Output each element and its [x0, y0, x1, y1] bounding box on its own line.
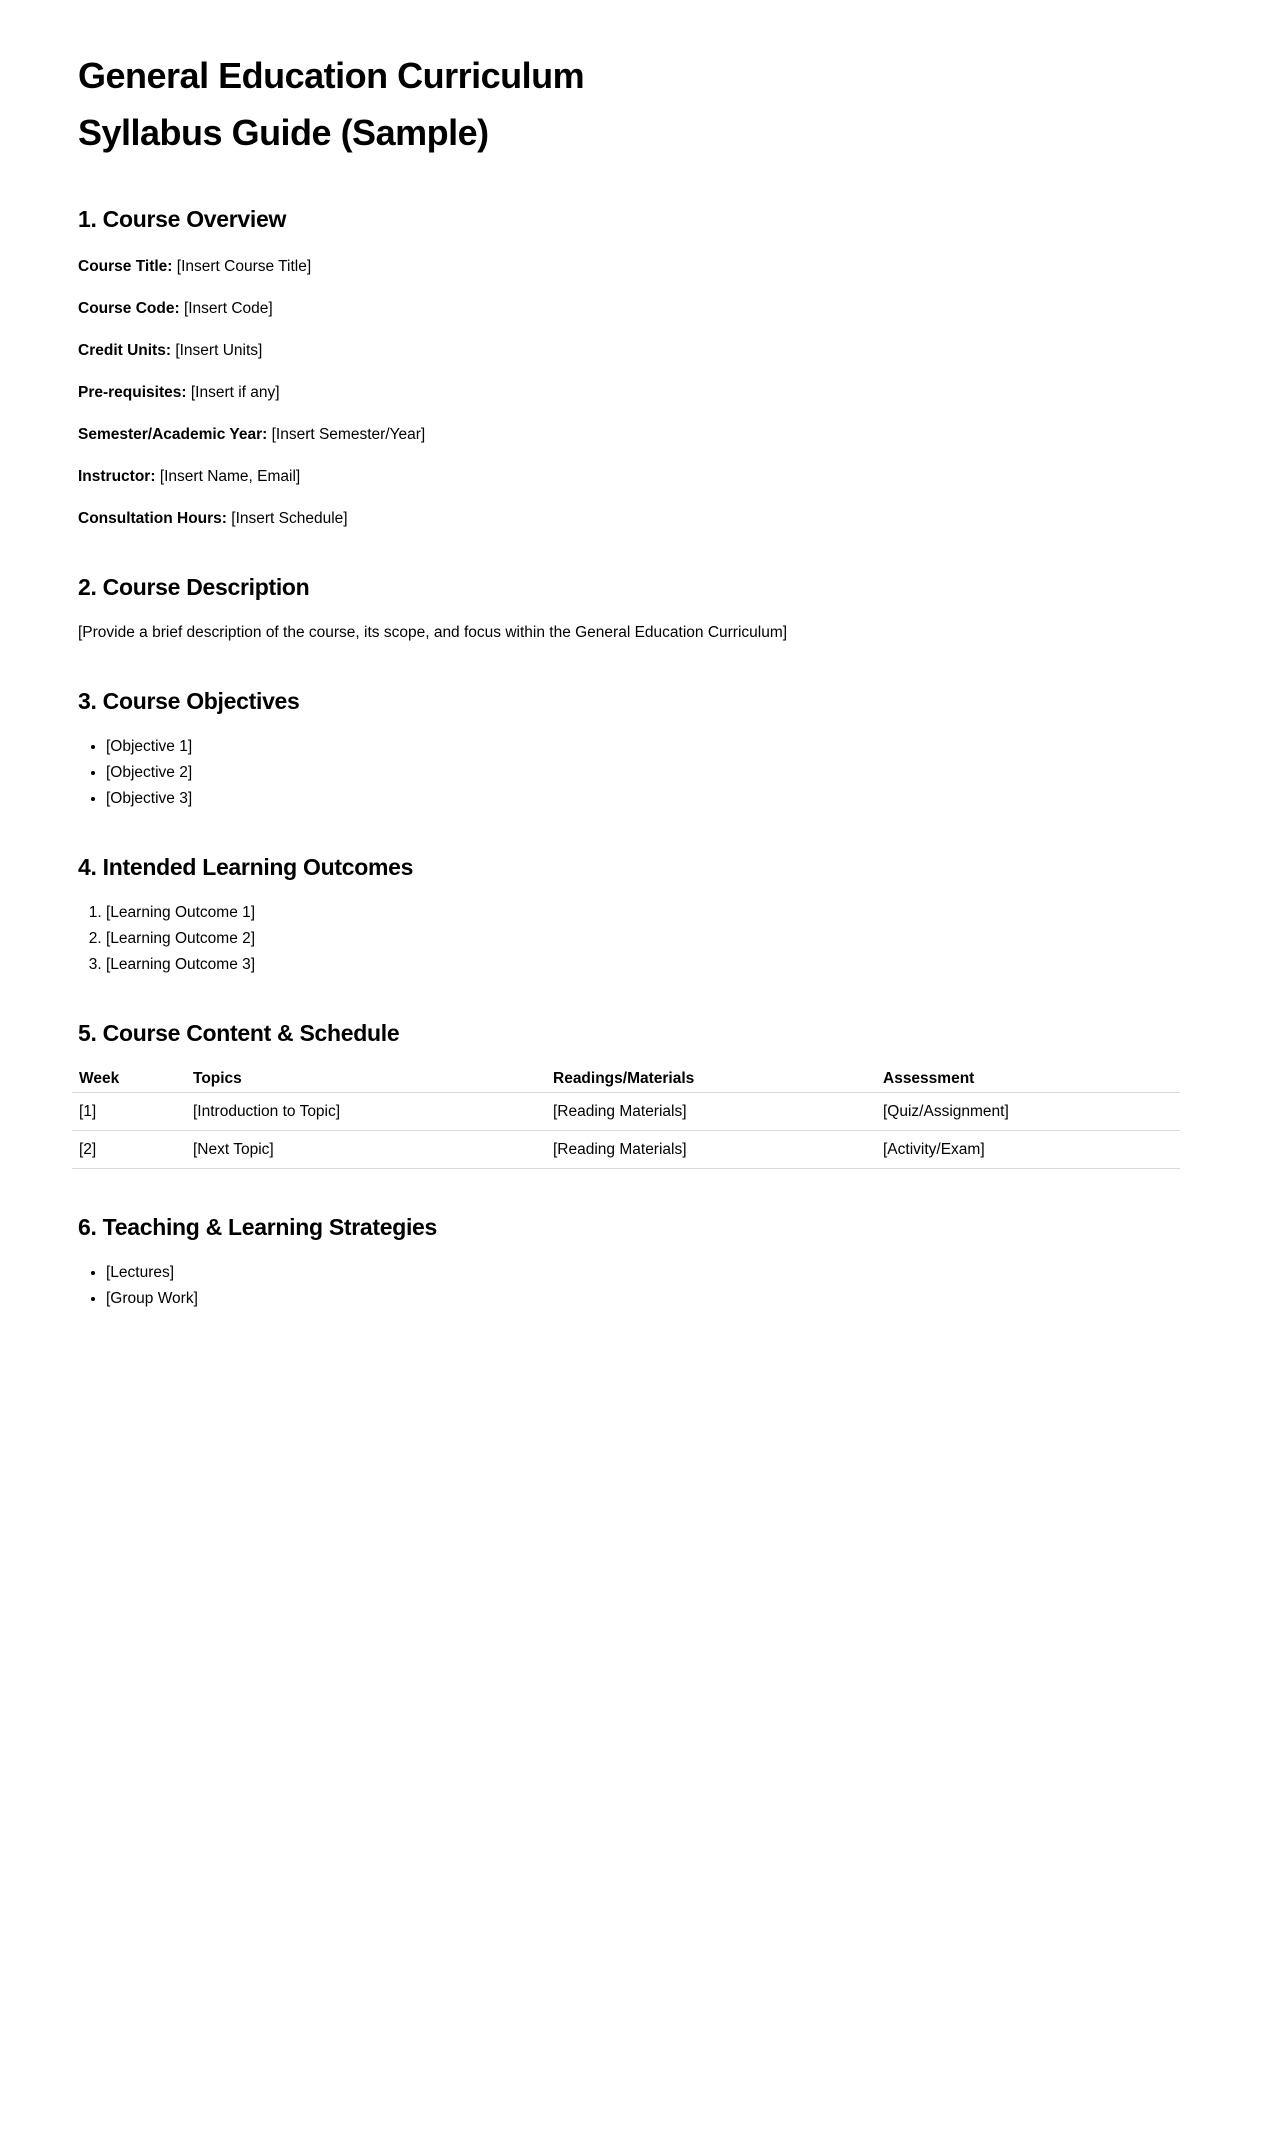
column-header-topics: Topics: [186, 1068, 546, 1093]
course-objectives-heading: 3. Course Objectives: [78, 688, 300, 714]
field-label: Course Code:: [78, 300, 180, 317]
field-row-course-title: [78, 256, 1185, 277]
document-title-line-1: General Education Curriculum: [78, 55, 585, 96]
section-course-objectives: [78, 685, 1185, 809]
field-value: [Insert Schedule]: [231, 510, 348, 527]
field-row-semester-year: [78, 424, 1185, 445]
field-label: Semester/Academic Year:: [78, 426, 268, 443]
outcome-item: 2. [Learning Outcome 2]: [106, 928, 1185, 949]
section-teaching-strategies: [78, 1211, 1185, 1309]
field-value: [Insert Name, Email]: [159, 468, 301, 485]
schedule-table: [72, 1068, 1180, 1169]
strategy-item: • [Group Work]: [106, 1288, 1185, 1309]
document-title-line-2: Syllabus Guide (Sample): [78, 112, 489, 153]
cell-readings: [Reading Materials]: [546, 1131, 876, 1169]
field-row-instructor: [78, 466, 1185, 487]
field-row-course-code: [78, 298, 1185, 319]
schedule-row-2: [72, 1131, 1180, 1169]
field-row-credit-units: [78, 340, 1185, 361]
field-row-consultation-hours: [78, 508, 1185, 529]
strategy-item: • [Lectures]: [106, 1262, 1185, 1283]
column-header-assessment: Assessment: [876, 1068, 1180, 1093]
cell-topic: [Introduction to Topic]: [186, 1093, 546, 1131]
section-course-description: [78, 571, 1185, 643]
cell-readings: [Reading Materials]: [546, 1093, 876, 1131]
cell-week: [2]: [72, 1131, 186, 1169]
column-header-readings: Readings/Materials: [546, 1068, 876, 1093]
objective-item: • [Objective 3]: [106, 788, 1185, 809]
section-course-overview: [78, 203, 1185, 529]
objective-item: • [Objective 1]: [106, 736, 1185, 757]
field-value: [Insert Units]: [175, 342, 263, 359]
course-schedule-heading: 5. Course Content & Schedule: [78, 1020, 400, 1046]
section-learning-outcomes: [78, 851, 1185, 975]
section-course-schedule: [78, 1017, 1185, 1169]
field-label: Course Title:: [78, 258, 173, 275]
outcome-item: 3. [Learning Outcome 3]: [106, 954, 1185, 975]
schedule-row-1: [72, 1093, 1180, 1131]
field-label: Credit Units:: [78, 342, 171, 359]
cell-assessment: [Activity/Exam]: [876, 1131, 1180, 1169]
field-row-pre-requisites: [78, 382, 1185, 403]
schedule-header-row: [72, 1068, 1180, 1093]
field-label: Instructor:: [78, 468, 156, 485]
field-value: [Insert Course Title]: [176, 258, 312, 275]
course-description-heading: 2. Course Description: [78, 574, 310, 600]
course-description-text: [Provide a brief description of the course, its scope, and focus within the General Education Curriculum]: [78, 624, 788, 641]
outcomes-list: [78, 902, 1185, 975]
field-label: Pre-requisites:: [78, 384, 187, 401]
column-header-week: Week: [72, 1068, 186, 1093]
objective-item: • [Objective 2]: [106, 762, 1185, 783]
teaching-strategies-heading: 6. Teaching & Learning Strategies: [78, 1214, 438, 1240]
strategies-list: [78, 1262, 1185, 1309]
outcome-item: 1. [Learning Outcome 1]: [106, 902, 1185, 923]
cell-week: [1]: [72, 1093, 186, 1131]
document-title: [78, 47, 1185, 161]
cell-assessment: [Quiz/Assignment]: [876, 1093, 1180, 1131]
course-overview-heading: 1. Course Overview: [78, 206, 287, 232]
cell-topic: [Next Topic]: [186, 1131, 546, 1169]
learning-outcomes-heading: 4. Intended Learning Outcomes: [78, 854, 414, 880]
field-label: Consultation Hours:: [78, 510, 227, 527]
objectives-list: [78, 736, 1185, 809]
field-value: [Insert Semester/Year]: [271, 426, 426, 443]
field-value: [Insert if any]: [190, 384, 280, 401]
field-value: [Insert Code]: [183, 300, 273, 317]
